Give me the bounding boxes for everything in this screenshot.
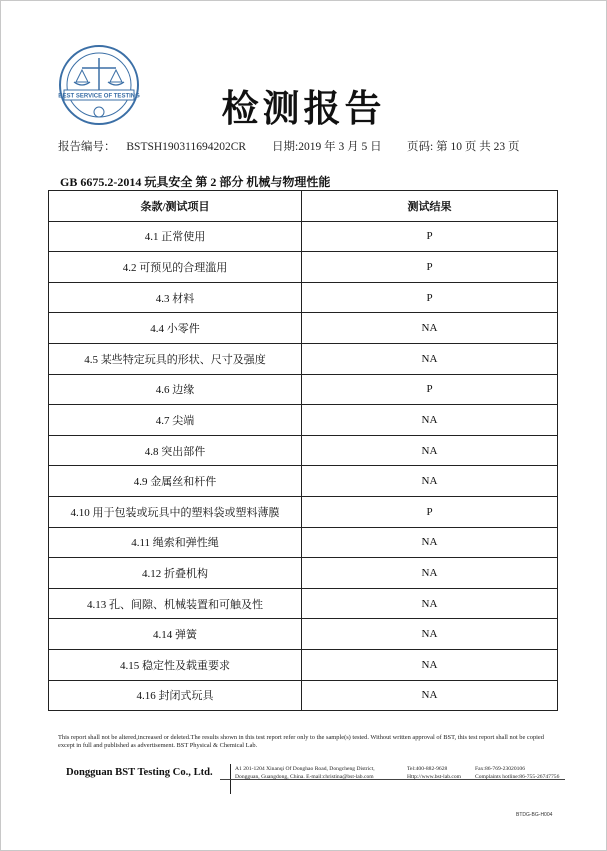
telephone: Tel:400-882-9628 [407,766,448,772]
table-row [49,466,558,497]
report-number-value: BSTSH190311694202CR [126,141,247,153]
table-row [49,588,558,619]
test-item: 4.15 稳定性及载重要求 [49,649,302,680]
test-item: 4.16 封闭式玩具 [49,680,302,711]
table-row [49,374,558,405]
test-item: 4.2 可预见的合理滥用 [49,252,302,283]
test-result: NA [302,435,558,466]
report-date: 日期:2019 年 3 月 5 日 [272,141,382,153]
test-item: 4.9 金属丝和杆件 [49,466,302,497]
test-item: 4.7 尖端 [49,405,302,436]
table-row [49,649,558,680]
svg-text:BEST SERVICE OF TESTING: BEST SERVICE OF TESTING [58,93,140,100]
test-result: NA [302,343,558,374]
column-header-result: 测试结果 [302,191,558,222]
test-result: NA [302,588,558,619]
results-table [48,190,558,711]
company-contact [407,766,461,781]
address-line-1: A1 201-1204 Xinanqi Of Donghao Road, Dongcheng District, [235,766,375,772]
fax: Fax:86-769-23020106 [475,766,526,772]
test-result: NA [302,313,558,344]
section-title: GB 6675.2-2014 玩具安全 第 2 部分 机械与物理性能 [60,175,331,189]
test-result: P [302,252,558,283]
table-row [49,527,558,558]
table-header-row [49,191,558,222]
test-result: P [302,221,558,252]
report-number [58,138,246,154]
test-item: 4.12 折叠机构 [49,558,302,589]
complaints-hotline: Complaints hotline:86-755-26747756 [475,773,560,780]
test-result: P [302,374,558,405]
table-row [49,252,558,283]
table-row [49,313,558,344]
test-result: P [302,282,558,313]
table-row [49,221,558,252]
test-item: 4.8 突出部件 [49,435,302,466]
table-row [49,282,558,313]
table-row [49,435,558,466]
company-address [235,766,375,781]
test-item: 4.3 材料 [49,282,302,313]
test-result: NA [302,466,558,497]
test-result: NA [302,680,558,711]
test-item: 4.6 边缘 [49,374,302,405]
table-row [49,496,558,527]
test-item: 4.10 用于包装或玩具中的塑料袋或塑料薄膜 [49,496,302,527]
test-result: NA [302,405,558,436]
table-row [49,558,558,589]
table-row [49,343,558,374]
test-item: 4.1 正常使用 [49,221,302,252]
report-title: 检测报告 [221,86,386,130]
test-result: NA [302,558,558,589]
disclaimer-text: This report shall not be altered,increased or deleted.The results shown in this test report refer only to the sample(s) tested. Without written approval of BST, this test report shall not be copied except in full and published as advertisement. BST Physical & Chemical Lab. [58,734,544,749]
table-row [49,680,558,711]
test-result: NA [302,649,558,680]
document-code: BTDG-BG-H004 [516,812,553,818]
company-fax-complaints [475,766,559,781]
address-line-2: Dongguan, Guangdong, China. E-mail:christina@bst-lab.com [235,773,374,780]
report-number-label: 报告编号： [58,141,116,153]
test-item: 4.13 孔、间隙、机械装置和可触及性 [49,588,302,619]
table-row [49,405,558,436]
company-name: Dongguan BST Testing Co., Ltd. [66,767,213,778]
test-result: NA [302,619,558,650]
test-result: P [302,496,558,527]
test-item: 4.14 弹簧 [49,619,302,650]
test-item: 4.5 某些特定玩具的形状、尺寸及强度 [49,343,302,374]
column-header-item: 条款/测试项目 [49,191,302,222]
test-item: 4.11 绳索和弹性绳 [49,527,302,558]
page-info: 页码: 第 10 页 共 23 页 [407,141,520,153]
table-row [49,619,558,650]
website-link[interactable]: Http://www.bst-lab.com [407,773,462,780]
test-result: NA [302,527,558,558]
test-item: 4.4 小零件 [49,313,302,344]
